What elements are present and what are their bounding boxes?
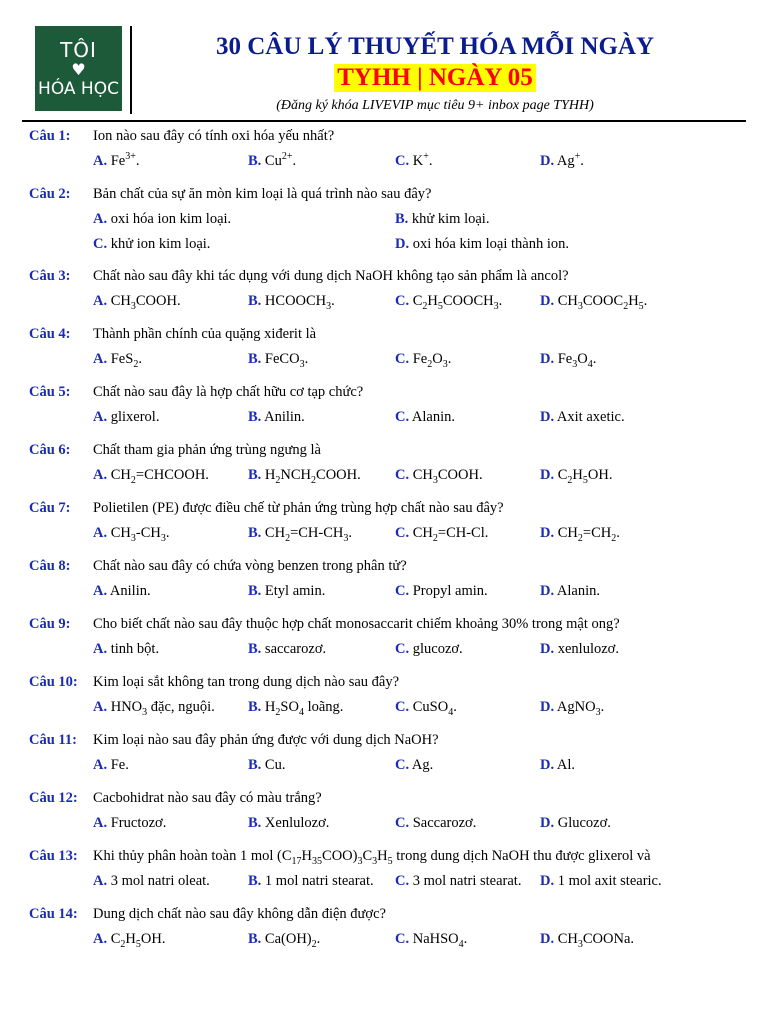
option-text: $CH_3COOC_2H_5$.	[554, 293, 648, 312]
answer-option	[395, 697, 457, 717]
option-text: khử kim loại.	[408, 211, 490, 227]
option-letter: A.	[93, 153, 108, 169]
option-letter: B.	[248, 525, 262, 541]
option-letter: B.	[395, 211, 409, 227]
answer-option	[93, 755, 129, 775]
logo-line2: HÓA HỌC	[38, 78, 119, 99]
option-text: $CH_3COOH$.	[409, 467, 483, 486]
answer-option	[540, 581, 600, 601]
option-text: 3 mol natri stearat.	[409, 873, 522, 889]
question-label: Câu 9:	[29, 616, 71, 632]
answer-option	[395, 871, 521, 891]
option-letter: A.	[93, 293, 108, 309]
option-letter: B.	[248, 293, 262, 309]
option-letter: B.	[248, 583, 262, 599]
option-letter: B.	[248, 757, 262, 773]
option-letter: B.	[248, 467, 262, 483]
question-text: Chất nào sau đây là hợp chất hữu cơ tạp chức?	[93, 384, 364, 400]
answer-option	[395, 581, 488, 601]
option-letter: D.	[540, 757, 555, 773]
option-letter: B.	[248, 409, 262, 425]
option-text: Al.	[554, 757, 576, 773]
question-label: Câu 12:	[29, 790, 78, 806]
option-letter: D.	[540, 583, 555, 599]
option-letter: A.	[93, 583, 108, 599]
question-label: Câu 8:	[29, 558, 71, 574]
option-letter: A.	[93, 815, 108, 831]
option-letter: D.	[540, 409, 555, 425]
answer-option	[93, 697, 215, 717]
answer-option	[395, 349, 451, 369]
option-text: Xenlulozơ.	[261, 815, 330, 831]
option-letter: C.	[395, 815, 410, 831]
answer-option	[540, 349, 596, 369]
page-title: 30 CÂU LÝ THUYẾT HÓA MỖI NGÀY	[215, 33, 654, 60]
question-text: Bản chất của sự ăn mòn kim loại là quá trình nào sau đây?	[93, 186, 432, 202]
question-label: Câu 2:	[29, 186, 71, 202]
question-text: Khi thủy phân hoàn toàn 1 mol $(C_{17}H_{35}COO)_3C_3H_5$ trong dung dịch NaOH thu được glixerol và	[93, 848, 651, 867]
option-text: $CH_3-CH_3$.	[107, 525, 170, 544]
option-text: $Fe_2O_3$.	[409, 351, 452, 370]
option-text: Axit axetic.	[554, 409, 625, 425]
option-text: Fe.	[107, 757, 129, 773]
option-letter: D.	[540, 641, 555, 657]
answer-option	[248, 755, 285, 775]
answer-option	[395, 151, 432, 171]
question-text: Kim loại sắt không tan trong dung dịch nào sau đây?	[93, 674, 400, 690]
page-note: (Đăng ký khóa LIVEVIP mục tiêu 9+ inbox page TYHH)	[276, 98, 594, 113]
option-letter: C.	[395, 583, 410, 599]
answer-option	[93, 151, 140, 171]
option-text: $CH_2=CH-Cl$.	[409, 525, 489, 544]
answer-option	[540, 291, 647, 311]
answer-option	[93, 871, 210, 891]
answer-option	[93, 209, 231, 229]
answer-option	[395, 291, 502, 311]
answer-option	[93, 234, 210, 254]
option-letter: A.	[93, 525, 108, 541]
option-text: 1 mol axit stearic.	[554, 873, 662, 889]
option-text: $CH_2=CHCOOH$.	[107, 467, 209, 486]
option-text: Cu.	[261, 757, 286, 773]
option-letter: C.	[395, 409, 410, 425]
option-letter: C.	[395, 525, 410, 541]
answer-option	[93, 581, 151, 601]
option-text: 3 mol natri oleat.	[107, 873, 210, 889]
question-text: Chất tham gia phản ứng trùng ngưng là	[93, 442, 321, 458]
option-text: $HCOOCH_3$.	[261, 293, 335, 312]
option-text: xenlulozơ.	[554, 641, 619, 657]
question-label: Câu 3:	[29, 268, 71, 284]
question-label: Câu 13:	[29, 848, 78, 864]
option-text: Anilin.	[261, 409, 305, 425]
option-text: CuSO$_4$.	[409, 699, 457, 718]
answer-option	[93, 639, 159, 659]
option-letter: A.	[93, 873, 108, 889]
option-text: khử ion kim loại.	[107, 236, 211, 252]
question-label: Câu 14:	[29, 906, 78, 922]
option-letter: A.	[93, 467, 108, 483]
option-text: $H_2NCH_2COOH$.	[261, 467, 361, 486]
option-text: Anilin.	[107, 583, 151, 599]
option-text: Alanin.	[554, 583, 601, 599]
option-letter: D.	[540, 153, 555, 169]
answer-option	[93, 407, 159, 427]
answer-option	[248, 639, 326, 659]
answer-option	[540, 697, 604, 717]
option-letter: D.	[540, 351, 555, 367]
logo-line1: TÔI	[60, 37, 97, 62]
answer-option	[540, 639, 619, 659]
option-text: Ag.	[409, 757, 434, 773]
question-label: Câu 1:	[29, 128, 71, 144]
answer-option	[248, 291, 335, 311]
option-letter: D.	[540, 467, 555, 483]
question-text: Kim loại nào sau đây phản ứng được với dung dịch NaOH?	[93, 732, 439, 748]
option-letter: B.	[248, 351, 262, 367]
question-text: Chất nào sau đây có chứa vòng benzen trong phân tử?	[93, 558, 407, 574]
answer-option	[93, 291, 181, 311]
answer-option	[248, 407, 305, 427]
answer-option	[248, 349, 308, 369]
option-letter: A.	[93, 409, 108, 425]
option-letter: A.	[93, 641, 108, 657]
option-letter: A.	[93, 699, 108, 715]
answer-option	[93, 929, 165, 949]
answer-option	[540, 407, 625, 427]
question-label: Câu 11:	[29, 732, 77, 748]
answer-option	[395, 523, 488, 543]
answer-option	[395, 209, 489, 229]
option-letter: A.	[93, 351, 108, 367]
option-text: FeS$_2$.	[107, 351, 142, 370]
page-subtitle: TYHH | NGÀY 05	[334, 64, 536, 92]
option-text: $CH_3COONa$.	[554, 931, 635, 950]
option-letter: D.	[540, 815, 555, 831]
option-text: oxi hóa kim loại thành ion.	[409, 236, 569, 252]
option-letter: C.	[395, 467, 410, 483]
option-letter: D.	[540, 699, 555, 715]
option-letter: C.	[395, 351, 410, 367]
option-letter: C.	[395, 757, 410, 773]
option-letter: B.	[248, 931, 262, 947]
option-text: FeCO$_3$.	[261, 351, 309, 370]
option-text: Fructozơ.	[107, 815, 167, 831]
answer-option	[395, 813, 476, 833]
option-text: Glucozơ.	[554, 815, 611, 831]
option-letter: D.	[540, 293, 555, 309]
answer-option	[248, 581, 325, 601]
option-text: $C_2H_5OH$.	[107, 931, 166, 950]
question-label: Câu 10:	[29, 674, 78, 690]
question-label: Câu 4:	[29, 326, 71, 342]
option-text: oxi hóa ion kim loại.	[107, 211, 232, 227]
option-text: glucozơ.	[409, 641, 463, 657]
question-label: Câu 6:	[29, 442, 71, 458]
option-text: $CH_3COOH$.	[107, 293, 181, 312]
answer-option	[93, 813, 166, 833]
question-text: Chất nào sau đây khi tác dụng với dung dịch NaOH không tạo sản phẩm là ancol?	[93, 268, 569, 284]
option-letter: A.	[93, 211, 108, 227]
option-text: $HNO_3$ đặc, nguội.	[107, 699, 215, 718]
option-letter: C.	[395, 931, 410, 947]
logo	[35, 26, 122, 111]
answer-option	[395, 929, 467, 949]
answer-option	[93, 465, 209, 485]
question-text: Polietilen (PE) được điều chế từ phản ứng trùng hợp chất nào sau đây?	[93, 500, 504, 516]
option-letter: C.	[395, 873, 410, 889]
answer-option	[248, 465, 361, 485]
option-letter: D.	[540, 931, 555, 947]
option-text: Propyl amin.	[409, 583, 488, 599]
option-letter: B.	[248, 873, 262, 889]
question-text: Cho biết chất nào sau đây thuộc hợp chất monosaccarit chiếm khoảng 30% trong mật ong?	[93, 616, 620, 632]
answer-option	[540, 755, 575, 775]
option-letter: C.	[395, 641, 410, 657]
option-text: glixerol.	[107, 409, 160, 425]
heart-icon: ♥	[71, 59, 86, 79]
option-letter: C.	[395, 293, 410, 309]
option-letter: B.	[248, 815, 262, 831]
option-text: $Fe_3O_4$.	[554, 351, 597, 370]
option-text: NaHSO$_4$.	[409, 931, 468, 950]
option-text: 1 mol natri stearat.	[261, 873, 374, 889]
option-text: Etyl amin.	[261, 583, 326, 599]
option-letter: D.	[540, 873, 555, 889]
option-text: Alanin.	[409, 409, 456, 425]
option-text: tinh bột.	[107, 641, 160, 657]
answer-option	[540, 465, 612, 485]
answer-option	[395, 639, 463, 659]
option-letter: B.	[248, 153, 262, 169]
answer-option	[248, 813, 329, 833]
header-divider	[130, 26, 132, 114]
option-text: $CH_2=CH-CH_3$.	[261, 525, 352, 544]
answer-option	[93, 523, 170, 543]
answer-option	[248, 871, 374, 891]
option-text: Saccarozơ.	[409, 815, 477, 831]
question-label: Câu 7:	[29, 500, 71, 516]
option-letter: D.	[395, 236, 410, 252]
answer-option	[540, 523, 620, 543]
answer-option	[540, 813, 611, 833]
answer-option	[395, 407, 455, 427]
option-text: $Cu^{2+}$.	[261, 151, 297, 169]
header-rule	[22, 120, 746, 122]
option-letter: B.	[248, 641, 262, 657]
answer-option	[395, 755, 433, 775]
answer-option	[93, 349, 142, 369]
option-text: AgNO$_3$.	[554, 699, 605, 718]
option-text: saccarozơ.	[261, 641, 327, 657]
option-text: $H_2SO_4$ loãng.	[261, 699, 344, 718]
answer-option	[540, 871, 662, 891]
answer-option	[540, 929, 634, 949]
question-text: Thành phần chính của quặng xiđerit là	[93, 326, 317, 342]
option-letter: C.	[93, 236, 108, 252]
option-letter: A.	[93, 931, 108, 947]
option-text: K+.	[409, 151, 433, 169]
answer-option	[248, 523, 352, 543]
answer-option	[248, 151, 296, 171]
option-letter: A.	[93, 757, 108, 773]
answer-option	[395, 234, 569, 254]
option-text: $C_2H_5COOCH_3$.	[409, 293, 503, 312]
option-letter: C.	[395, 153, 410, 169]
option-letter: B.	[248, 699, 262, 715]
answer-option	[248, 929, 320, 949]
option-letter: C.	[395, 699, 410, 715]
option-text: $CH_2=CH_2$.	[554, 525, 620, 544]
question-text: Cacbohidrat nào sau đây có màu trắng?	[93, 790, 322, 806]
question-text: Dung dịch chất nào sau đây không dẫn điện được?	[93, 906, 386, 922]
answer-option	[540, 151, 584, 171]
option-text: $C_2H_5OH$.	[554, 467, 613, 486]
option-text: $Fe^{3+}$.	[107, 151, 140, 169]
answer-option	[395, 465, 483, 485]
answer-option	[248, 697, 343, 717]
option-text: Ag+.	[554, 151, 584, 169]
question-text: Ion nào sau đây có tính oxi hóa yếu nhất?	[93, 128, 335, 144]
option-text: $Ca(OH)_2$.	[261, 931, 321, 950]
option-letter: D.	[540, 525, 555, 541]
question-label: Câu 5:	[29, 384, 71, 400]
